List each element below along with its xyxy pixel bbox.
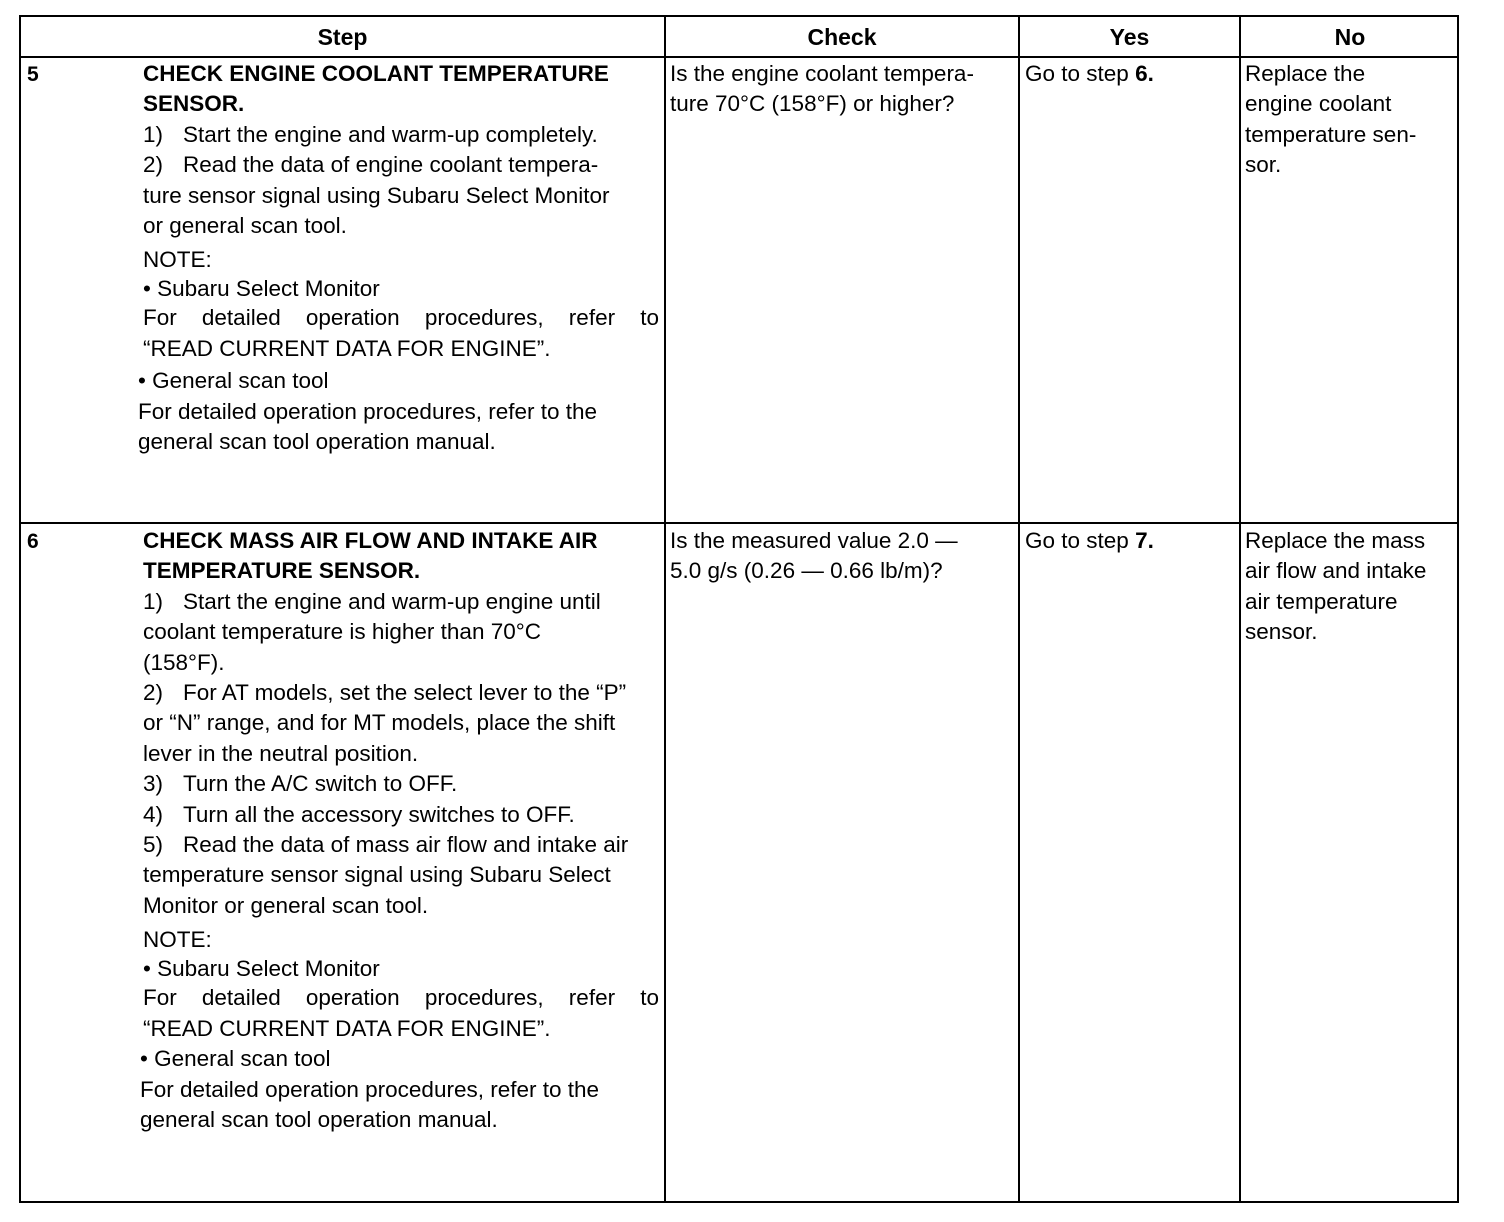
step-title-line: SENSOR. [143,91,245,117]
instruction-line: Monitor or general scan tool. [143,892,429,918]
column-divider [1239,17,1241,1201]
no-text: sor. [1245,152,1282,178]
no-action [1245,59,1455,181]
note-bullet: • Subaru Select Monitor [143,276,380,302]
instruction-text: Turn all the accessory switches to OFF. [183,801,575,827]
instruction-line: or “N” range, and for MT models, place the shift [143,710,616,736]
no-text: air temperature [1245,588,1398,614]
instruction-number: 2) [143,152,164,178]
instruction-number: 1) [143,121,164,147]
check-text: 5.0 g/s (0.26 — 0.66 lb/m)? [670,558,943,584]
header-step: Step [317,24,368,50]
column-divider [1018,17,1020,1201]
instruction-line: ture sensor signal using Subaru Select Monitor [143,182,610,208]
no-text: Replace the mass [1245,528,1426,553]
header-check: Check [807,24,877,50]
instruction-line [143,830,659,860]
note-text: For detailed operation procedures, refer to [143,985,659,1011]
step-instructions [138,59,659,457]
step-title-line: CHECK ENGINE COOLANT TEMPERATURE [143,61,609,86]
instruction-line [143,678,659,708]
instruction-number: 1) [143,588,164,614]
no-text: air flow and intake [1245,558,1427,584]
note-text: “READ CURRENT DATA FOR ENGINE”. [143,335,551,361]
instruction-number: 2) [143,680,164,706]
no-text: engine coolant [1245,91,1392,117]
note-text: general scan tool operation manual. [140,1106,498,1132]
instruction-line: temperature sensor signal using Subaru Select [143,862,611,888]
yes-action [1025,526,1235,556]
header-no: No [1334,24,1366,50]
yes-text: . [1147,528,1154,553]
instruction-text: For AT models, set the select lever to the “P” [183,680,627,706]
yes-text: . [1147,61,1154,86]
yes-action [1025,59,1235,89]
note-label: NOTE: [143,927,212,953]
note-text: For detailed operation procedures, refer to the [138,398,598,424]
row-divider [21,522,1457,524]
instruction-text: Start the engine and warm-up completely. [183,121,598,147]
note-text: For detailed operation procedures, refer to [143,305,659,331]
instruction-line [143,150,659,180]
step-instructions [140,526,659,1135]
note-text: general scan tool operation manual. [138,429,496,455]
instruction-number: 3) [143,771,164,797]
check-question [670,526,1014,587]
instruction-text: Start the engine and warm-up engine until [183,588,601,614]
instruction-line [143,769,659,799]
yes-step-link: 7 [1135,528,1148,553]
no-text: temperature sen- [1245,121,1417,147]
row-divider [21,56,1457,58]
no-text: Replace the [1245,61,1366,86]
check-text: Is the measured value 2.0 — [670,528,958,553]
instruction-number: 5) [143,832,164,858]
yes-step-link: 6 [1135,61,1148,86]
yes-text: Go to step [1025,61,1136,86]
instruction-line [143,800,659,830]
check-text: ture 70°C (158°F) or higher? [670,91,955,117]
no-action [1245,526,1455,648]
instruction-line: lever in the neutral position. [143,740,419,766]
column-divider [664,17,666,1201]
step-title-line: CHECK MASS AIR FLOW AND INTAKE AIR [143,528,598,553]
note-bullet: • General scan tool [140,1046,331,1072]
instruction-line: (158°F). [143,649,225,675]
instruction-text: Turn the A/C switch to OFF. [183,771,458,797]
instruction-line: or general scan tool. [143,213,347,239]
check-text: Is the engine coolant tempera- [670,61,974,86]
step-number: 5 [27,63,39,86]
note-text: “READ CURRENT DATA FOR ENGINE”. [143,1015,551,1041]
note-text: For detailed operation procedures, refer to the [140,1076,600,1102]
instruction-text: Read the data of mass air flow and intake air [183,832,629,858]
instruction-text: Read the data of engine coolant tempera- [183,152,599,178]
instruction-number: 4) [143,801,164,827]
note-label: NOTE: [143,247,212,273]
instruction-line [143,587,659,617]
diagnostic-table [19,15,1459,1203]
instruction-line: coolant temperature is higher than 70°C [143,619,541,645]
step-number: 6 [27,530,39,553]
yes-text: Go to step [1025,528,1136,553]
no-text: sensor. [1245,619,1318,645]
step-title-line: TEMPERATURE SENSOR. [143,558,421,584]
header-yes: Yes [1109,24,1150,50]
note-bullet: • Subaru Select Monitor [143,956,380,982]
check-question [670,59,1014,120]
instruction-line [143,120,659,150]
note-bullet: • General scan tool [138,368,329,394]
